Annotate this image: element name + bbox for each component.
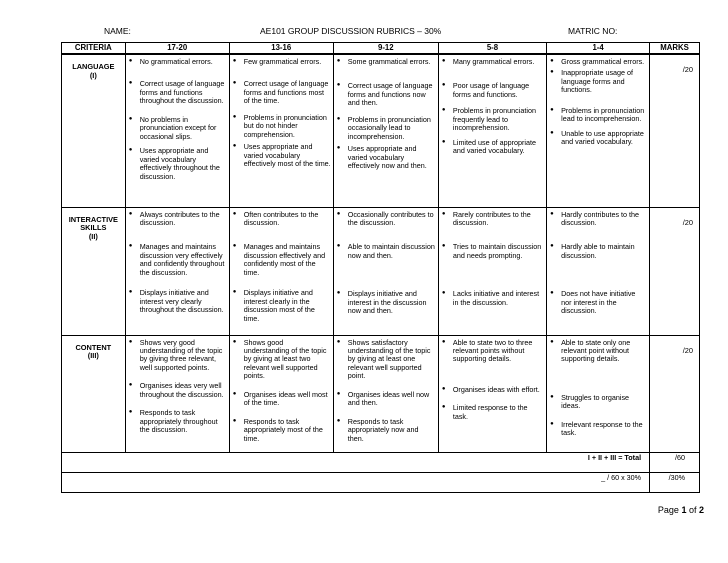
descriptor-item: ● Uses appropriate and varied vocabulary effectively most of the time.	[230, 143, 331, 168]
descriptor-item: ● Responds to task appropriately now and then.	[334, 418, 436, 443]
criteria-cell	[62, 207, 126, 335]
descriptor-cell	[333, 335, 438, 452]
col-band-9-12: 9-12	[333, 43, 438, 55]
matric-label: MATRIC NO:	[568, 26, 618, 36]
descriptor-item: ● Displays initiative and interest clearly in the discussion most of the time.	[230, 289, 331, 323]
criteria-label: LANGUAGE	[72, 62, 115, 71]
descriptor-item: ● Problems in pronunciation lead to incomprehension.	[547, 107, 647, 124]
descriptor-item: ● Organises ideas with effort.	[439, 386, 544, 394]
descriptor-cell	[547, 207, 650, 335]
criteria-label: CONTENT	[75, 342, 112, 352]
descriptor-item: ● Always contributes to the discussion.	[126, 211, 227, 228]
descriptor-item: ● Shows satisfactory understanding of the topic by giving at least one relevant well supported point.	[334, 339, 436, 381]
descriptor-item: ● Correct usage of language forms and functions most of the time.	[230, 80, 331, 105]
descriptor-item: ● Able to state only one relevant point without supporting details.	[547, 339, 647, 364]
table-header-row	[62, 43, 700, 55]
descriptor-item: ● Responds to task appropriately most of the time.	[230, 418, 331, 443]
descriptor-item: ● Uses appropriate and varied vocabulary effectively throughout the discussion.	[126, 147, 227, 181]
col-criteria: CRITERIA	[62, 43, 126, 55]
criteria-label: (I)	[89, 70, 97, 80]
criteria-label: INTERACTIVE	[68, 214, 118, 224]
descriptor-cell	[333, 54, 438, 207]
descriptor-item: ● Organises ideas well most of the time.	[230, 391, 331, 408]
criteria-label: (III)	[87, 351, 99, 361]
descriptor-item: ● Manages and maintains discussion very effectively and confidently throughout the discussion.	[126, 243, 227, 277]
descriptor-item: ● Organises ideas very well throughout the discussion.	[126, 382, 227, 399]
descriptor-item: ● Irrelevant response to the task.	[547, 421, 647, 438]
page-prefix: Page	[657, 505, 682, 515]
col-band-17-20: 17-20	[125, 43, 229, 55]
descriptor-item: ● Problems in pronunciation occasionally lead to incomprehension.	[334, 116, 436, 141]
descriptor-cell	[229, 54, 333, 207]
descriptor-item: ● Uses appropriate and varied vocabulary effectively now and then.	[334, 145, 436, 170]
descriptor-cell	[229, 207, 333, 335]
descriptor-item: ● Often contributes to the discussion.	[230, 211, 331, 228]
descriptor-item: ● Limited response to the task.	[439, 404, 544, 421]
descriptor-item: ● Correct usage of language forms and functions now and then.	[334, 82, 436, 107]
percent-row	[62, 472, 700, 492]
page-footer	[658, 505, 704, 515]
descriptor-item: ● Tries to maintain discussion and needs prompting.	[439, 243, 544, 260]
descriptor-cell	[125, 207, 229, 335]
descriptor-cell	[438, 207, 546, 335]
descriptor-item: ● Shows good understanding of the topic by giving at least two relevant well supported points.	[230, 339, 331, 381]
col-band-1-4: 1-4	[547, 43, 650, 55]
total-label: I + II + III = Total	[62, 452, 650, 472]
rubric-row	[62, 54, 700, 207]
descriptor-item: ● Limited use of appropriate and varied vocabulary.	[439, 139, 544, 156]
document-title: AE101 GROUP DISCUSSION RUBRICS – 30%	[260, 26, 442, 36]
descriptor-cell	[438, 54, 546, 207]
col-band-13-16: 13-16	[229, 43, 333, 55]
descriptor-item: ● Few grammatical errors.	[230, 58, 331, 66]
page-number: 1	[681, 505, 687, 515]
marks-cell: /20	[650, 335, 700, 452]
descriptor-item: ● Displays initiative and interest very clearly throughout the discussion.	[126, 289, 227, 314]
descriptor-item: ● Correct usage of language forms and functions throughout the discussion.	[126, 80, 227, 105]
descriptor-cell	[125, 335, 229, 452]
descriptor-item: ● Occasionally contributes to the discussion.	[334, 211, 436, 228]
descriptor-item: ● Rarely contributes to the discussion.	[439, 211, 544, 228]
descriptor-cell	[547, 335, 650, 452]
descriptor-item: ● Some grammatical errors.	[334, 58, 436, 66]
descriptor-item: ● Organises ideas well now and then.	[334, 391, 436, 408]
descriptor-item: ● Shows very good understanding of the topic by giving three relevant, well supported points.	[126, 339, 227, 373]
descriptor-cell	[547, 54, 650, 207]
descriptor-item: ● Hardly able to maintain discussion.	[547, 243, 647, 260]
descriptor-item: ● No grammatical errors.	[126, 58, 227, 66]
marks-cell: /20	[650, 207, 700, 335]
criteria-label: SKILLS	[80, 223, 107, 233]
criteria-cell	[62, 335, 126, 452]
criteria-cell	[62, 54, 126, 207]
descriptor-item: ● Displays initiative and interest in the discussion now and then.	[334, 290, 436, 315]
descriptor-cell	[333, 207, 438, 335]
descriptor-item: ● Able to maintain discussion now and then.	[334, 243, 436, 260]
descriptor-cell	[438, 335, 546, 452]
marks-cell: /20	[650, 54, 700, 207]
descriptor-item: ● Unable to use appropriate and varied vocabulary.	[547, 130, 647, 147]
descriptor-item: ● Lacks initiative and interest in the discussion.	[439, 290, 544, 307]
col-band-5-8: 5-8	[438, 43, 546, 55]
descriptor-item: ● Problems in pronunciation but do not hinder comprehension.	[230, 114, 331, 139]
criteria-label: (II)	[88, 231, 98, 241]
descriptor-item: ● Many grammatical errors.	[439, 58, 544, 66]
name-label: NAME:	[104, 26, 131, 36]
descriptor-item: ● Inappropriate usage of language forms and functions.	[547, 69, 647, 94]
descriptor-item: ● No problems in pronunciation except for occasional slips.	[126, 116, 227, 141]
descriptor-item: ● Poor usage of language forms and functions.	[439, 82, 544, 99]
page-of: of	[686, 505, 699, 515]
percent-value: /30%	[650, 472, 700, 492]
descriptor-cell	[125, 54, 229, 207]
descriptor-item: ● Gross grammatical errors.	[547, 58, 647, 66]
descriptor-item: ● Able to state two to three relevant points without supporting details.	[439, 339, 544, 364]
rubric-row	[62, 335, 700, 452]
percent-label: _ / 60 x 30%	[62, 472, 650, 492]
rubric-row	[62, 207, 700, 335]
descriptor-item: ● Struggles to organise ideas.	[547, 394, 647, 411]
descriptor-item: ● Hardly contributes to the discussion.	[547, 211, 647, 228]
col-marks: MARKS	[650, 43, 700, 55]
descriptor-item: ● Responds to task appropriately throughout the discussion.	[126, 409, 227, 434]
total-row	[62, 452, 700, 472]
total-value: /60	[650, 452, 700, 472]
descriptor-item: ● Does not have initiative nor interest in the discussion.	[547, 290, 647, 315]
descriptor-cell	[229, 335, 333, 452]
page-total: 2	[698, 505, 704, 515]
descriptor-item: ● Manages and maintains discussion effectively and confidently most of the time.	[230, 243, 331, 277]
descriptor-item: ● Problems in pronunciation frequently lead to incomprehension.	[439, 107, 544, 132]
rubric-table	[61, 42, 700, 493]
